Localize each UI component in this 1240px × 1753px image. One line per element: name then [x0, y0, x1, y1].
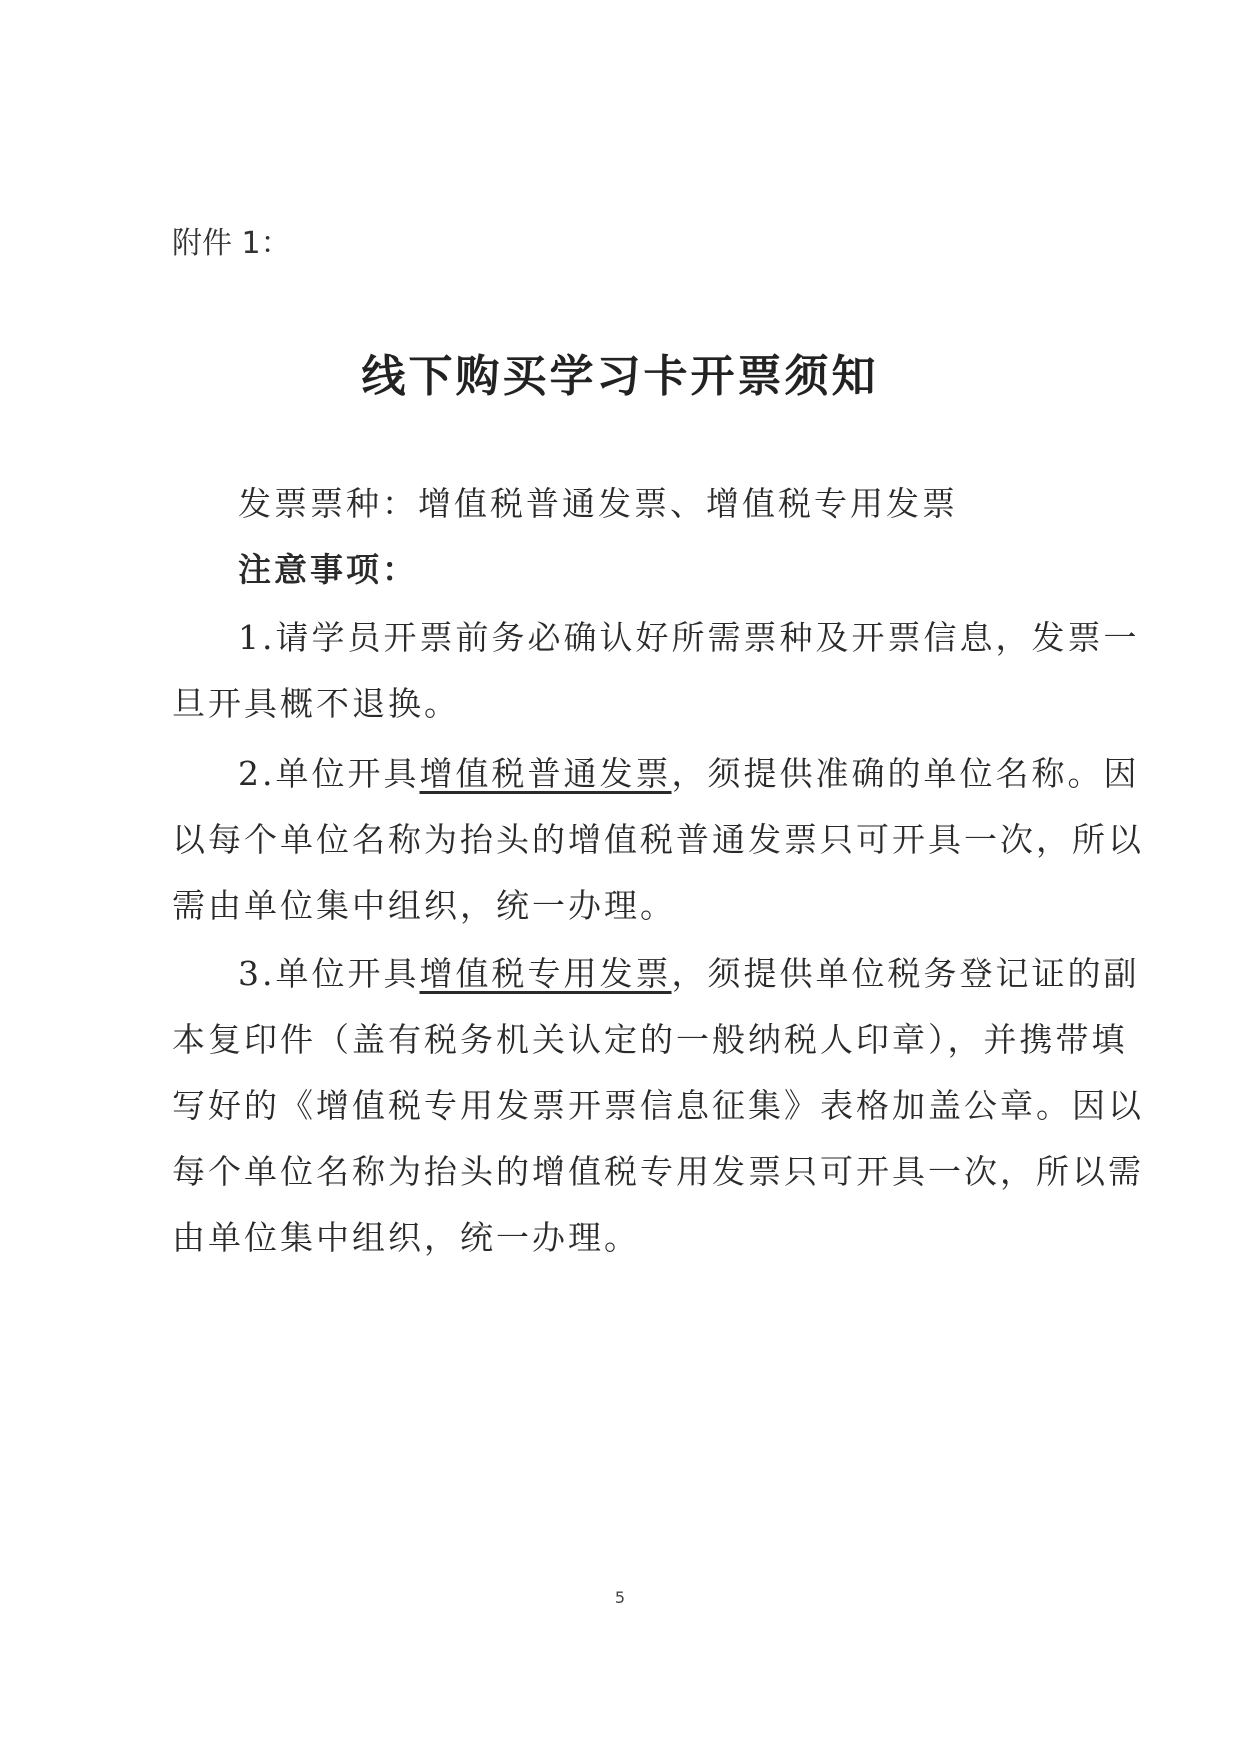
item-2-line-3: 需由单位集中组织，统一办理。	[172, 886, 676, 925]
item-2-line-2: 以每个单位名称为抬头的增值税普通发票只可开具一次，所以	[172, 820, 1144, 859]
item-2-line-1	[238, 748, 1140, 795]
item-3-line-4: 每个单位名称为抬头的增值税专用发票只可开具一次，所以需	[172, 1152, 1144, 1191]
item-1-line-1: 1.请学员开票前务必确认好所需票种及开票信息，发票一	[238, 618, 1140, 657]
attachment-label: 附件 1：	[172, 226, 291, 261]
page-number: 5	[614, 1588, 626, 1607]
item-1-line-2: 旦开具概不退换。	[172, 684, 460, 723]
item-3-prefix: 3.单位开具	[238, 954, 420, 993]
document-title: 线下购买学习卡开票须知	[361, 351, 879, 402]
item-2-underlined-term: 增值税普通发票	[419, 754, 672, 793]
item-3-line-3: 写好的《增值税专用发票开票信息征集》表格加盖公章。因以	[172, 1086, 1144, 1125]
item-2-rest: ，须提供准确的单位名称。因	[671, 754, 1140, 793]
notes-heading: 注意事项：	[238, 550, 418, 589]
item-3-line-2: 本复印件（盖有税务机关认定的一般纳税人印章），并携带填	[172, 1020, 1128, 1059]
invoice-types	[238, 478, 958, 525]
item-2-prefix: 2.单位开具	[238, 754, 420, 793]
item-3-rest: ，须提供单位税务登记证的副	[671, 954, 1140, 993]
invoice-types-label: 发票票种：	[238, 484, 418, 523]
item-3-line-5: 由单位集中组织，统一办理。	[172, 1218, 640, 1257]
item-3-line-1	[238, 948, 1140, 995]
item-3-underlined-term: 增值税专用发票	[419, 954, 672, 993]
invoice-types-value: 增值税普通发票、增值税专用发票	[418, 484, 958, 523]
